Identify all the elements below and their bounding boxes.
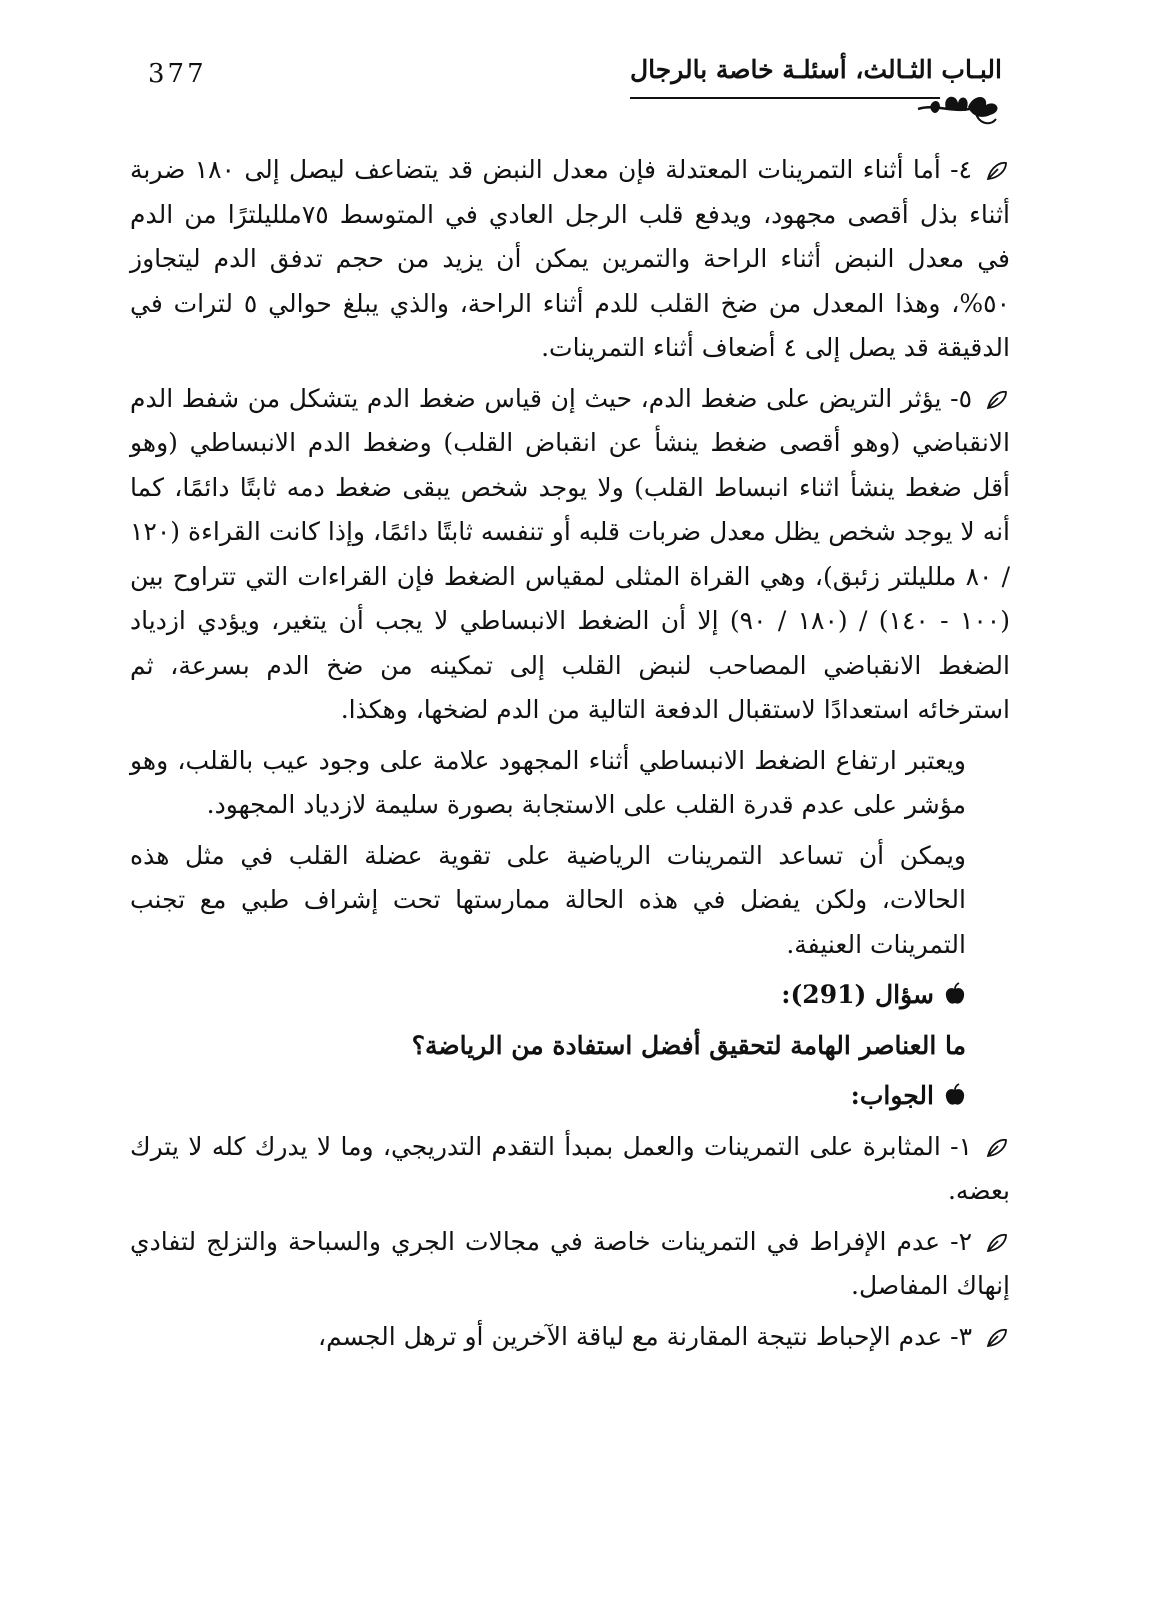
- header-rule: [630, 97, 940, 99]
- answer-item-1: [130, 1125, 1010, 1214]
- leaf-bullet-icon: [984, 148, 1010, 193]
- paragraph: ويمكن أن تساعد التمرينات الرياضية على تقوية عضلة القلب في مثل هذه الحالات، ولكن يفضل في هذه الحالة ممارستها تحت إشراف طبي مع تجنب التمرينات العنيفة.: [130, 840, 966, 959]
- answer-item-text: ٣- عدم الإحباط نتيجة المقارنة مع لياقة الآخرين أو ترهل الجسم،: [318, 1321, 972, 1351]
- answer-label: الجواب:: [130, 1074, 1010, 1119]
- paragraph-text: ٥- يؤثر التريض على ضغط الدم، حيث إن قياس ضغط الدم يتشكل من شفط الدم الانقباضي (وهو أقصى ضغط ينشأ عن انقباض القلب) وضغط الدم الانبساطي (وهو أقل ضغط ينشأ اثناء انبساط القلب) ولا يوجد شخص يبقى ضغط دمه ثابتًا دائمًا، كما أنه لا يوجد شخص يظل معدل ضربات قلبه أو تنفسه ثابتًا دائمًا، وإذا كانت القراءة (١٢٠ / ٨٠ ملليلتر زئبق)، وهي القراة المثلى لمقياس الضغط فإن القراءات التي تتراوح بين (١٠٠ - ١٤٠) / (١٨٠ / ٩٠) إلا أن الضغط الانبساطي لا يجب أن يتغير، ويؤدي ازدياد الضغط الانقباضي المصاحب لنبض القلب إلى تمكينه من ضخ الدم بسرعة، ثم استرخائه استعدادًا لاستقبال الدفعة التالية من الدم لضخها، وهكذا.: [130, 383, 1011, 724]
- paragraph-item-5: [130, 377, 1010, 733]
- floral-ornament-icon: [916, 89, 1006, 129]
- apple-icon: [942, 1074, 966, 1119]
- leaf-bullet-icon: [984, 377, 1010, 422]
- apple-icon: [942, 973, 966, 1018]
- page-number: 377: [148, 59, 207, 89]
- page-header: [130, 55, 1010, 135]
- page-content: [130, 148, 1010, 1365]
- question-label: سؤال (291):: [130, 973, 1010, 1018]
- leaf-bullet-icon: [984, 1220, 1010, 1265]
- running-title: البـاب الثـالث، أسئلـة خاصة بالرجال: [629, 55, 1002, 84]
- answer-item-text: ١- المثابرة على التمرينات والعمل بمبدأ التقدم التدريجي، وما لا يدرك كله لا يترك بعضه.: [130, 1131, 1010, 1205]
- paragraph-text: ٤- أما أثناء التمرينات المعتدلة فإن معدل النبض قد يتضاعف ليصل إلى ١٨٠ ضربة أثناء بذل أقصى مجهود، ويدفع قلب الرجل العادي في المتوسط ٧٥ملليلترًا من الدم في معدل النبض أثناء الراحة والتمرين يمكن أن يزيد من حجم تدفق الدم ليتجاوز ٥٠%، وهذا المعدل من ضخ القلب للدم أثناء الراحة، والذي يبلغ حوالي ٥ لترات في الدقيقة قد يصل إلى ٤ أضعاف أثناء التمرينات.: [130, 155, 1010, 362]
- question-text: ما العناصر الهامة لتحقيق أفضل استفادة من الرياضة؟: [411, 1030, 966, 1060]
- answer-item-3: [130, 1315, 1010, 1360]
- paragraph-item-4: [130, 148, 1010, 371]
- leaf-bullet-icon: [984, 1315, 1010, 1360]
- answer-item-2: [130, 1220, 1010, 1309]
- answer-item-text: ٢- عدم الإفراط في التمرينات خاصة في مجالات الجري والسباحة والتزلج لتفادي إنهاك المفاصل.: [130, 1226, 1010, 1300]
- paragraph: ويعتبر ارتفاع الضغط الانبساطي أثناء المجهود علامة على وجود عيب بالقلب، وهو مؤشر على عدم قدرة القلب على الاستجابة بصورة سليمة لازدياد المجهود.: [130, 745, 966, 819]
- leaf-bullet-icon: [984, 1125, 1010, 1170]
